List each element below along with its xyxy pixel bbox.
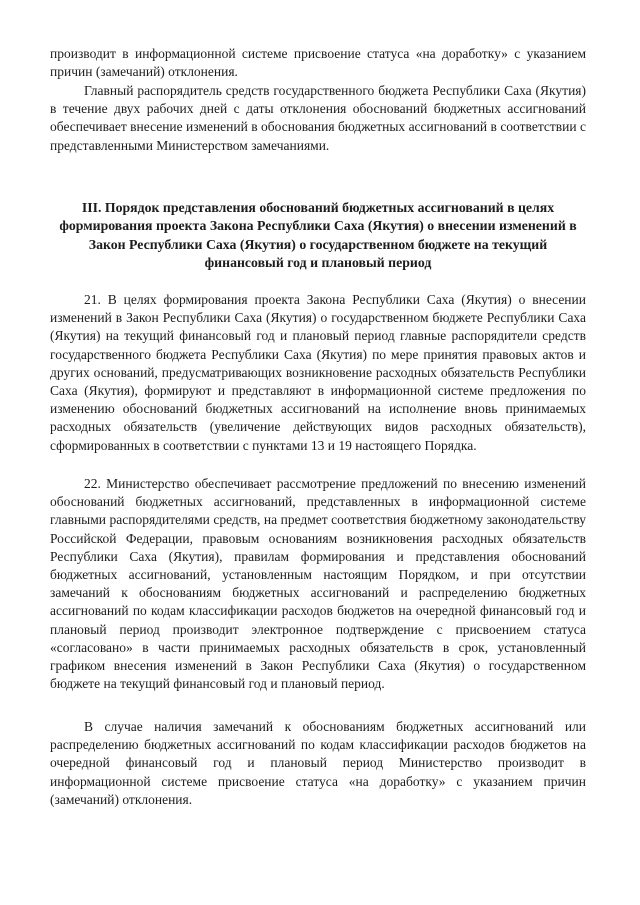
paragraph-main-budget-manager: Главный распорядитель средств государственного бюджета Республики Саха (Якутия) в течение двух рабочих дней с даты отклонения обоснований бюджетных ассигнований обеспечивает внесение изменений в обоснования бюджетных ассигнований в соответствии с представленными Министерством замечаниями.	[50, 83, 586, 153]
paragraph-remarks-case: В случае наличия замечаний к обоснованиям бюджетных ассигнований или распределению бюджетных ассигнований по кодам классификации расходов бюджетов на очередной финансовый год и плановый период Министерство производит в информационной системе присвоение статуса «на доработку» с указанием причин (замечаний) отклонения.	[50, 719, 586, 807]
section-heading: III. Порядок представления обоснований бюджетных ассигнований в целях формирования проекта Закона Республики Саха (Якутия) о внесении изменений в Закон Республики Саха (Якутия) о государственном бюджете на текущий финансовый год и плановый период	[59, 200, 577, 271]
paragraph-item-21: 21. В целях формирования проекта Закона Республики Саха (Якутия) о внесении изменений в Закон Республики Саха (Якутия) о государственном бюджете Республики Саха (Якутия) на текущий финансовый год и плановый период главные распорядители средств государственного бюджета Республики Саха (Якутия) по мере принятия правовых актов и других оснований, предусматривающих возникновение расходных обязательств Республики Саха (Якутия), формируют и представляют в информационной системе предложения по изменению обоснований бюджетных ассигнований на исполнение вновь принимаемых расходных обязательств (увеличение действующих видов расходных обязательств), сформированных в соответствии с пунктами 13 и 19 настоящего Порядка.	[50, 292, 586, 453]
paragraph-item-22: 22. Министерство обеспечивает рассмотрение предложений по внесению изменений обоснований бюджетных ассигнований, представленных в информационной системе главными распорядителями средств, на предмет соответствия бюджетному законодательству Российской Федерации, правовым основаниям возникновения расходных обязательств Республики Саха (Якутия), правилам формирования и представления обоснований бюджетных ассигнований, установленным настоящим Порядком, и при отсутствии замечаний к обоснованиям бюджетных ассигнований и распределению бюджетных ассигнований по кодам классификации расходов бюджетов на очередной финансовый год и плановый период производит электронное подтверждение с присвоением статуса «согласовано» в части принимаемых расходных обязательств в срок, установленный графиком внесения изменений в Закон Республики Саха (Якутия) о государственном бюджете на текущий финансовый год и плановый период.	[50, 476, 586, 692]
paragraph-top-continuation: производит в информационной системе присвоение статуса «на доработку» с указанием причин (замечаний) отклонения.	[50, 46, 586, 80]
